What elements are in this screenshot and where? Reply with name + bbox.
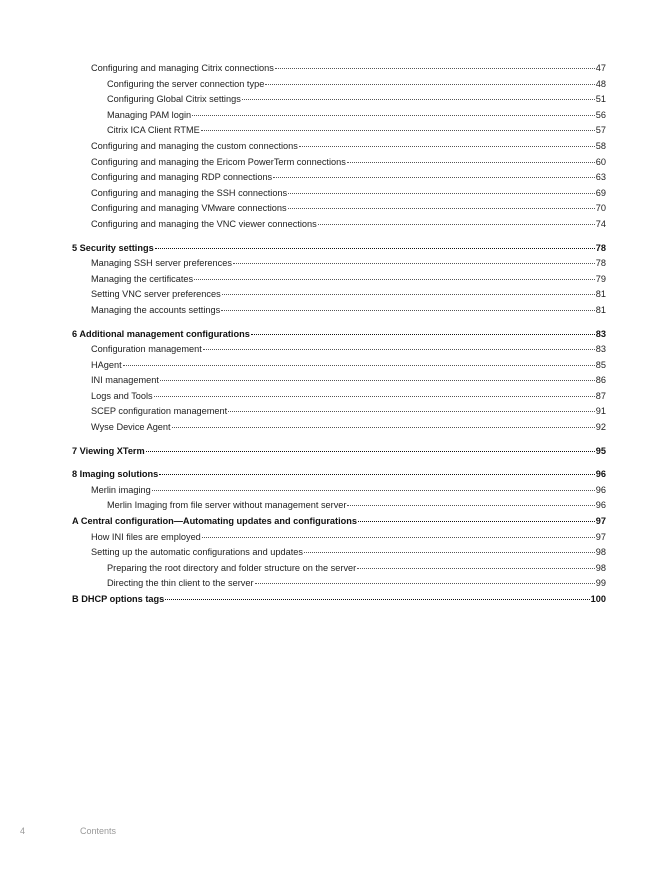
page-footer xyxy=(20,826,116,836)
toc-page-number: 92 xyxy=(595,422,606,433)
toc-dot-leader xyxy=(159,474,594,475)
toc-chapter-entry[interactable] xyxy=(72,243,606,259)
toc-page-number: 96 xyxy=(595,469,606,480)
toc-dot-leader xyxy=(154,396,595,397)
toc-page-number: 69 xyxy=(595,187,606,198)
toc-entry-title: Wyse Device Agent xyxy=(91,422,171,433)
toc-entry[interactable] xyxy=(72,63,606,79)
toc-page-number: 74 xyxy=(595,218,606,229)
toc-dot-leader xyxy=(273,177,595,178)
toc-page-number: 48 xyxy=(595,78,606,89)
toc-entry-title: Configuring and managing Citrix connections xyxy=(91,63,274,73)
toc-dot-leader xyxy=(299,146,595,147)
toc-entry-title: Configuring and managing the VNC viewer connections xyxy=(91,218,317,229)
toc-entry-title: Managing the accounts settings xyxy=(91,304,221,315)
toc-dot-leader xyxy=(358,521,595,522)
toc-entry[interactable] xyxy=(72,578,606,594)
toc-page-number: 56 xyxy=(595,109,606,120)
toc-page-number: 83 xyxy=(595,328,606,339)
toc-entry-title: Configuring and managing RDP connections xyxy=(91,172,273,183)
toc-page-number: 100 xyxy=(590,594,606,604)
toc-dot-leader xyxy=(347,505,594,506)
toc-dot-leader xyxy=(242,99,595,100)
toc-page-number: 99 xyxy=(595,578,606,589)
toc-page-number: 91 xyxy=(595,406,606,417)
toc-entry-title: Setting VNC server preferences xyxy=(91,289,221,300)
toc-entry-title: Logs and Tools xyxy=(91,390,153,401)
toc-chapter-entry[interactable] xyxy=(72,516,606,532)
toc-entry-title: Configuring and managing the SSH connections xyxy=(91,187,288,198)
toc-dot-leader xyxy=(318,224,595,225)
toc-entry-title: B DHCP options tags xyxy=(72,594,165,604)
table-of-contents xyxy=(72,63,606,610)
toc-dot-leader xyxy=(146,451,595,452)
toc-entry-title: A Central configuration—Automating updates and configurations xyxy=(72,516,357,527)
toc-dot-leader xyxy=(201,130,595,131)
toc-dot-leader xyxy=(152,490,595,491)
toc-entry-title: 6 Additional management configurations xyxy=(72,328,250,339)
toc-dot-leader xyxy=(357,568,595,569)
toc-entry-title: Preparing the root directory and folder structure on the server xyxy=(107,562,357,573)
toc-entry[interactable] xyxy=(72,289,606,305)
toc-entry[interactable] xyxy=(72,406,606,422)
toc-dot-leader xyxy=(160,380,595,381)
toc-entry[interactable] xyxy=(72,485,606,501)
toc-entry[interactable] xyxy=(72,258,606,274)
toc-entry-title: Merlin Imaging from file server without management server xyxy=(107,500,347,511)
toc-entry[interactable] xyxy=(72,563,606,579)
footer-page-number: 4 xyxy=(20,826,26,836)
toc-entry-title: Merlin imaging xyxy=(91,484,151,495)
toc-entry[interactable] xyxy=(72,360,606,376)
toc-entry[interactable] xyxy=(72,188,606,204)
toc-entry-title: Configuring and managing the Ericom PowerTerm connections xyxy=(91,156,346,167)
toc-dot-leader xyxy=(288,208,595,209)
toc-dot-leader xyxy=(194,279,595,280)
toc-page-number: 78 xyxy=(595,242,606,253)
toc-entry-title: Configuring the server connection type xyxy=(107,78,265,89)
toc-entry[interactable] xyxy=(72,110,606,126)
toc-dot-leader xyxy=(172,427,595,428)
toc-entry[interactable] xyxy=(72,305,606,321)
toc-entry-title: Configuring Global Citrix settings xyxy=(107,94,241,105)
toc-entry-title: Citrix ICA Client RTME xyxy=(107,125,200,136)
toc-entry-title: SCEP configuration management xyxy=(91,406,228,417)
toc-dot-leader xyxy=(228,411,595,412)
toc-entry[interactable] xyxy=(72,172,606,188)
toc-entry[interactable] xyxy=(72,274,606,290)
toc-entry[interactable] xyxy=(72,500,606,516)
toc-page-number: 47 xyxy=(595,63,606,73)
toc-chapter-entry[interactable] xyxy=(72,446,606,462)
toc-entry[interactable] xyxy=(72,203,606,219)
toc-entry-title: HAgent xyxy=(91,359,122,370)
toc-dot-leader xyxy=(202,537,595,538)
toc-page-number: 70 xyxy=(595,203,606,214)
toc-page-number: 87 xyxy=(595,390,606,401)
toc-entry-title: Configuration management xyxy=(91,344,202,355)
toc-dot-leader xyxy=(233,263,595,264)
toc-dot-leader xyxy=(123,365,595,366)
toc-page-number: 63 xyxy=(595,172,606,183)
toc-entry[interactable] xyxy=(72,344,606,360)
toc-entry[interactable] xyxy=(72,125,606,141)
toc-entry-title: Managing the certificates xyxy=(91,273,194,284)
toc-dot-leader xyxy=(265,84,594,85)
toc-page-number: 95 xyxy=(595,445,606,456)
toc-page-number: 83 xyxy=(595,344,606,355)
toc-dot-leader xyxy=(203,349,595,350)
toc-entry-title: How INI files are employed xyxy=(91,531,201,542)
toc-entry-title: INI management xyxy=(91,375,159,386)
toc-page-number: 79 xyxy=(595,273,606,284)
toc-page-number: 86 xyxy=(595,375,606,386)
toc-entry[interactable] xyxy=(72,141,606,157)
toc-dot-leader xyxy=(304,552,595,553)
toc-page-number: 97 xyxy=(595,516,606,527)
toc-entry-title: 5 Security settings xyxy=(72,242,154,253)
toc-entry-title: Directing the thin client to the server xyxy=(107,578,254,589)
toc-entry[interactable] xyxy=(72,532,606,548)
toc-dot-leader xyxy=(222,294,595,295)
toc-page-number: 85 xyxy=(595,359,606,370)
toc-entry[interactable] xyxy=(72,79,606,95)
toc-dot-leader xyxy=(255,583,595,584)
toc-dot-leader xyxy=(165,599,589,600)
toc-page-number: 96 xyxy=(595,500,606,511)
toc-dot-leader xyxy=(347,162,595,163)
toc-entry[interactable] xyxy=(72,422,606,438)
toc-page-number: 98 xyxy=(595,562,606,573)
toc-entry-title: Configuring and managing the custom connections xyxy=(91,140,298,151)
toc-entry[interactable] xyxy=(72,157,606,173)
toc-dot-leader xyxy=(288,193,595,194)
toc-page-number: 81 xyxy=(595,289,606,300)
toc-page-number: 81 xyxy=(595,304,606,315)
footer-section-title: Contents xyxy=(80,826,117,836)
toc-entry-title: Managing PAM login xyxy=(107,109,192,120)
toc-page-number: 57 xyxy=(595,125,606,136)
toc-page-number: 51 xyxy=(595,94,606,105)
toc-page-number: 78 xyxy=(595,258,606,269)
toc-dot-leader xyxy=(275,68,595,69)
toc-page-number: 60 xyxy=(595,156,606,167)
toc-entry-title: Managing SSH server preferences xyxy=(91,258,232,269)
toc-entry[interactable] xyxy=(72,375,606,391)
toc-entry-title: Setting up the automatic configurations and updates xyxy=(91,547,303,558)
toc-entry[interactable] xyxy=(72,391,606,407)
toc-page-number: 97 xyxy=(595,531,606,542)
toc-dot-leader xyxy=(251,334,595,335)
toc-entry[interactable] xyxy=(72,94,606,110)
toc-dot-leader xyxy=(221,310,595,311)
toc-page-number: 58 xyxy=(595,140,606,151)
toc-dot-leader xyxy=(155,248,595,249)
toc-page-number: 98 xyxy=(595,547,606,558)
toc-entry-title: Configuring and managing VMware connections xyxy=(91,203,287,214)
toc-entry[interactable] xyxy=(72,547,606,563)
toc-entry[interactable] xyxy=(72,219,606,235)
toc-entry-title: 7 Viewing XTerm xyxy=(72,445,145,456)
toc-dot-leader xyxy=(192,115,595,116)
toc-page-number: 96 xyxy=(595,484,606,495)
toc-chapter-entry[interactable] xyxy=(72,329,606,345)
toc-chapter-entry[interactable] xyxy=(72,469,606,485)
toc-entry-title: 8 Imaging solutions xyxy=(72,469,159,480)
toc-chapter-entry[interactable] xyxy=(72,594,606,610)
